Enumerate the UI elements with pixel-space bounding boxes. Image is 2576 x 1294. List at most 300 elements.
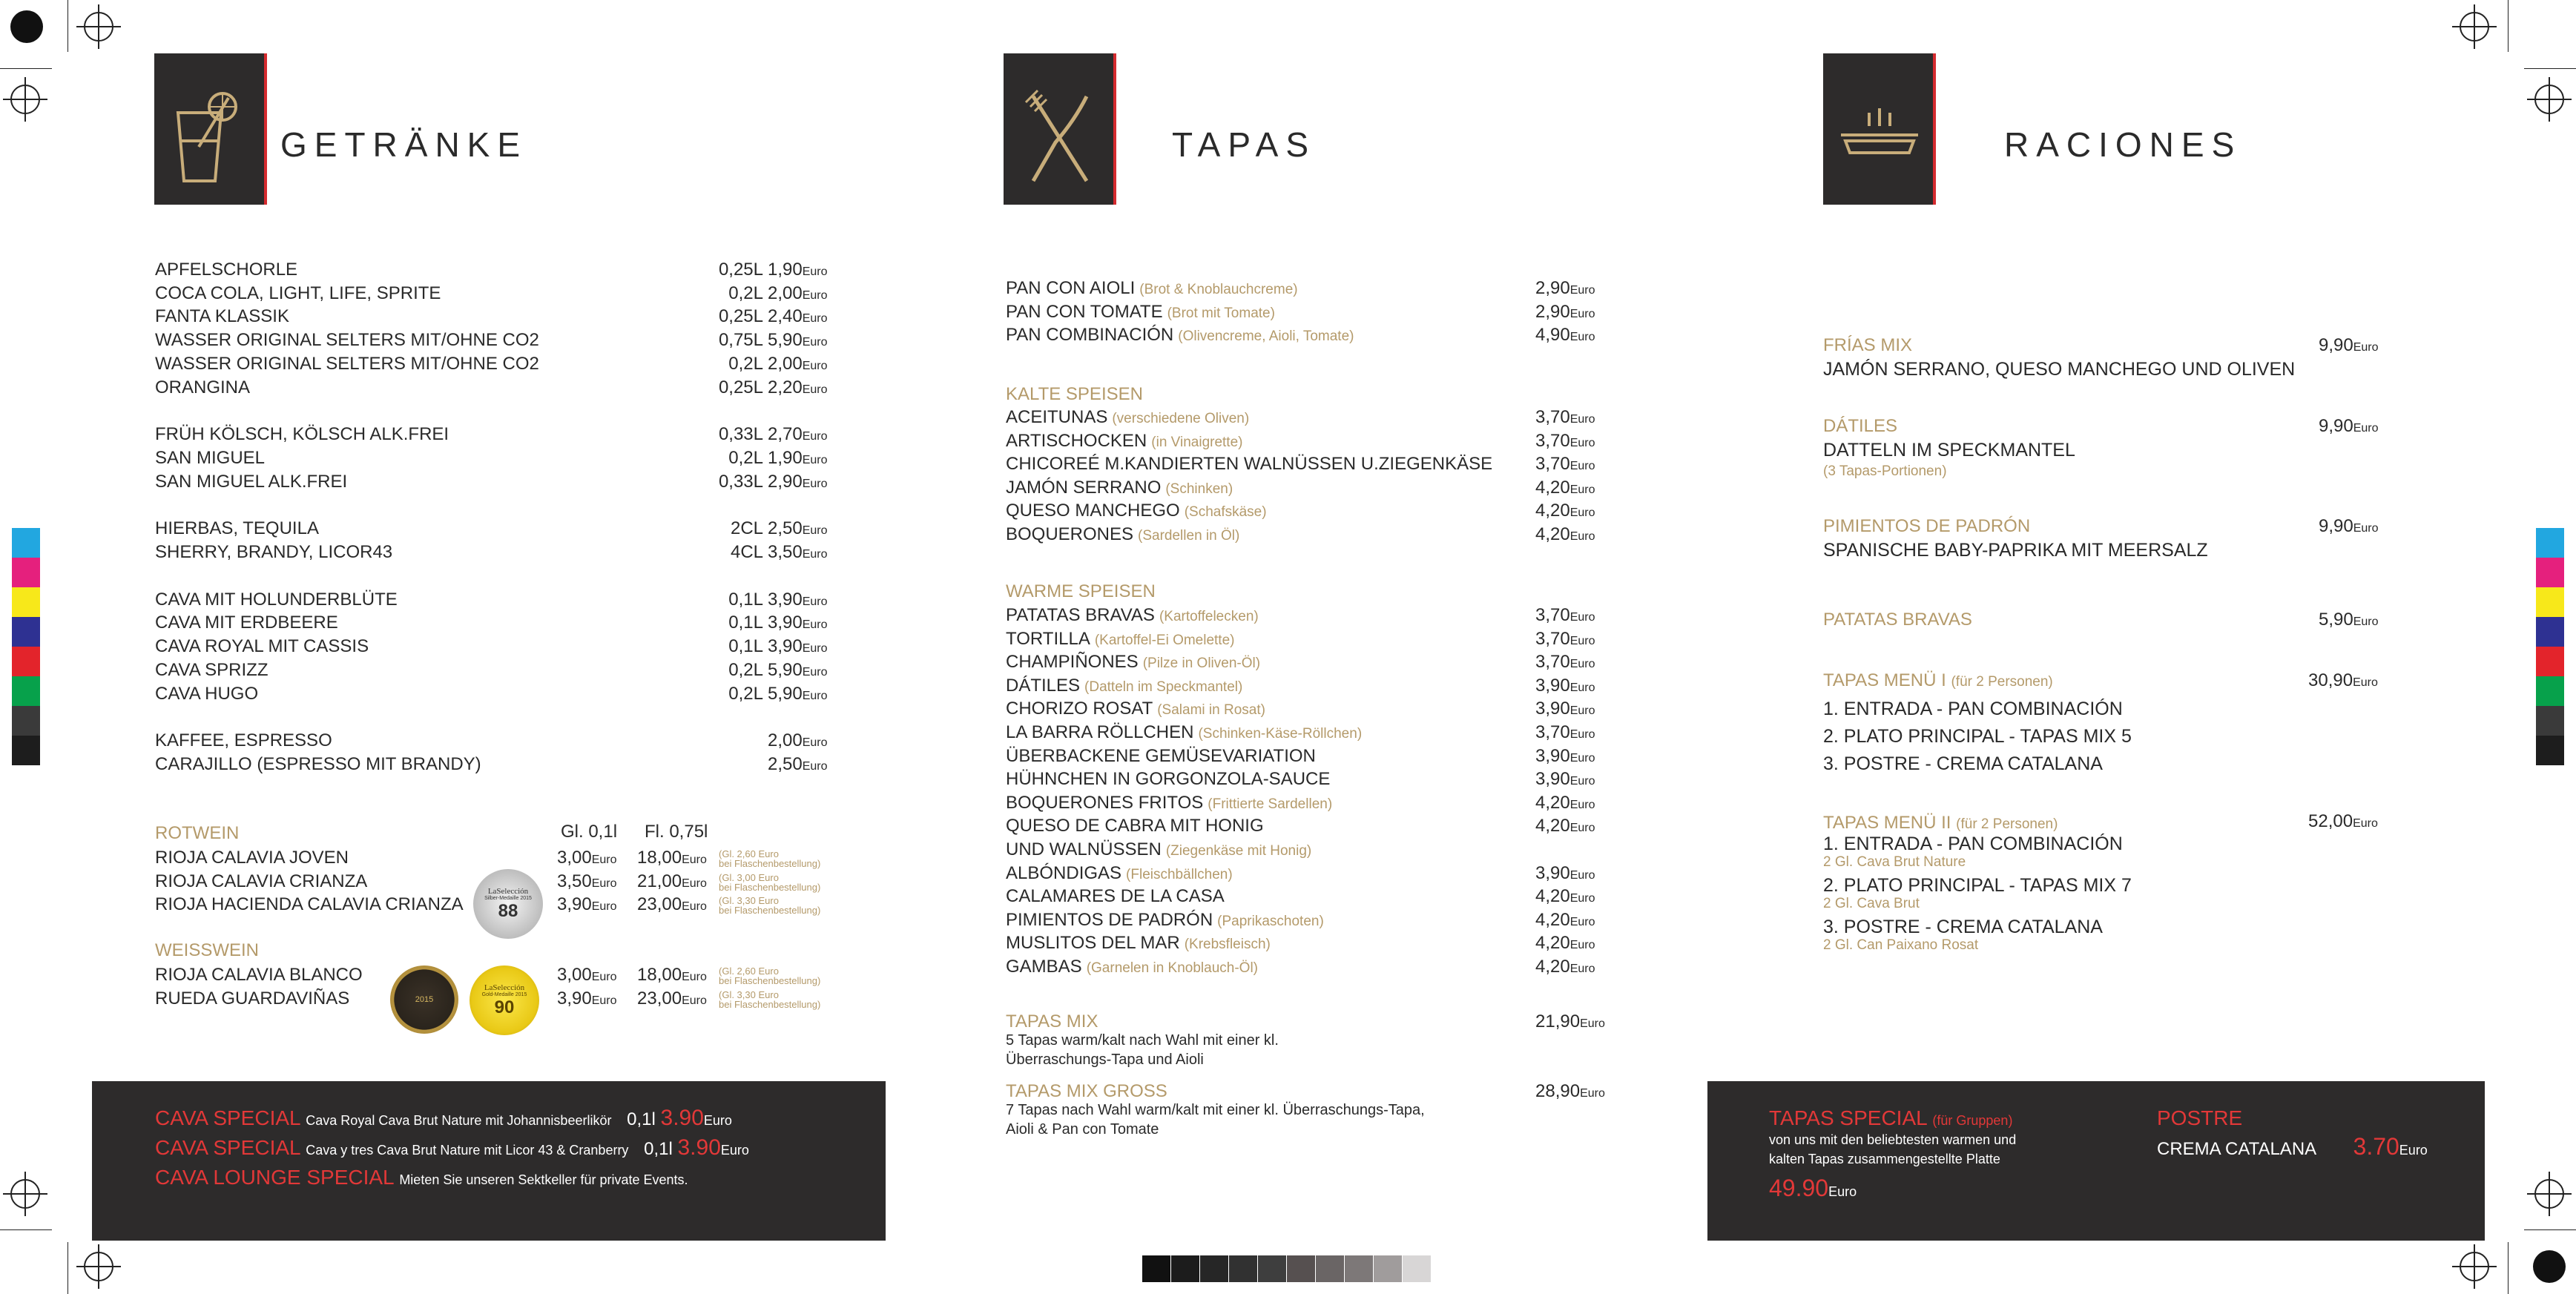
- tapas-item: [1006, 838, 1311, 863]
- price-value: 3,90: [768, 613, 803, 633]
- drink-quantity: 0,33L: [718, 471, 763, 492]
- drink-quantity: 0,25L: [718, 306, 763, 327]
- tapas-special-price: [1769, 1173, 1857, 1203]
- price-value: 1,90: [768, 447, 803, 468]
- color-swatch: [12, 676, 40, 706]
- tapas-special-title: TAPAS SPECIAL: [1769, 1106, 1928, 1129]
- registration-mark-icon: [10, 85, 40, 114]
- wine-bottle-price: [637, 987, 707, 1013]
- price-value: 52,00: [2308, 811, 2353, 831]
- drink-name: CARAJILLO (ESPRESSO MIT BRANDY): [155, 753, 481, 774]
- tapas-description: (Salami in Rosat): [1157, 702, 1265, 719]
- racion-description: DATTELN IM SPECKMANTEL: [1823, 440, 2075, 461]
- tapas-price: [1535, 791, 1595, 817]
- tapas-description: (Fleischbällchen): [1126, 866, 1233, 882]
- tapas-item: [1006, 604, 1259, 629]
- price-value: 3,90: [1535, 675, 1570, 696]
- wine-glass-note: bei Flaschenbestellung): [719, 998, 821, 1010]
- cava-special-line-1: [155, 1105, 732, 1132]
- tapas-description: (Datteln im Speckmantel): [1084, 679, 1243, 695]
- currency-label: Euro: [720, 1143, 749, 1158]
- racion-heading: PATATAS BRAVAS: [1823, 610, 1972, 630]
- gray-swatch: [1287, 1255, 1315, 1282]
- drink-name: FRÜH KÖLSCH, KÖLSCH ALK.FREI: [155, 424, 449, 445]
- medal-title: Gold-Medaille 2015: [481, 991, 527, 997]
- currency-label: Euro: [1569, 963, 1595, 975]
- drink-glass-icon: [154, 53, 267, 205]
- currency-label: Euro: [1569, 822, 1595, 835]
- tapas-price: [1535, 908, 1595, 934]
- drink-price: [768, 541, 828, 567]
- currency-label: Euro: [802, 383, 828, 396]
- price-value: 5,90: [2319, 610, 2353, 630]
- price-value: 3,70: [1535, 407, 1570, 427]
- price-value: 18,00: [637, 965, 682, 985]
- tapas-description: (Pilze in Oliven-Öl): [1142, 656, 1261, 672]
- tapas-price: [1535, 277, 1595, 303]
- tapas-name: HÜHNCHEN IN GORGONZOLA-SAUCE: [1006, 769, 1331, 790]
- tapas-header-block: [1004, 53, 1116, 205]
- currency-label: Euro: [1569, 331, 1595, 344]
- drink-row: [155, 470, 837, 494]
- drink-row: [155, 517, 837, 541]
- registration-mark-icon: [10, 1179, 40, 1209]
- menu-drink-note: 2 Gl. Cava Brut Nature: [1823, 854, 1966, 870]
- menu-drink-note: 2 Gl. Can Paixano Rosat: [1823, 937, 1979, 953]
- wine-name: RIOJA CALAVIA JOVEN: [155, 848, 349, 868]
- drink-quantity: 2CL: [730, 518, 763, 539]
- cava-lounge-line: [155, 1164, 688, 1191]
- tapas-menu-2-heading: [1823, 813, 2058, 833]
- tapas-item: [1006, 697, 1265, 722]
- medal-year: 2015: [415, 995, 434, 1004]
- crop-target-icon: [10, 10, 43, 43]
- price-value: 4,20: [1535, 477, 1570, 498]
- wine-glass-price: [557, 987, 617, 1013]
- white-wine-heading: WEISSWEIN: [155, 940, 260, 960]
- crop-line: [67, 0, 68, 52]
- tapas-price: [1535, 627, 1595, 653]
- currency-label: Euro: [1569, 798, 1595, 811]
- plate-icon: [1823, 53, 1936, 205]
- registration-mark-icon: [84, 1252, 113, 1281]
- tapas-name: QUESO DE CABRA MIT HONIG: [1006, 816, 1264, 836]
- color-swatch: [12, 617, 40, 647]
- drink-price: [768, 588, 828, 614]
- tapas-price: [1535, 955, 1595, 981]
- tapas-special-subtitle: (für Gruppen): [1932, 1113, 2013, 1128]
- drink-name: SAN MIGUEL: [155, 447, 266, 468]
- drink-name: CAVA HUGO: [155, 683, 259, 704]
- menu-title: TAPAS MENÜ I: [1823, 670, 1946, 690]
- price-value: 3,90: [768, 589, 803, 610]
- color-swatch: [2536, 558, 2564, 587]
- price-value: 2,20: [768, 377, 803, 397]
- currency-label: Euro: [2353, 341, 2379, 354]
- tapas-row: [1006, 429, 1614, 453]
- racion-note: (3 Tapas-Portionen): [1823, 463, 1947, 479]
- price-value: 3,70: [1535, 628, 1570, 649]
- tapas-item: [1006, 523, 1239, 548]
- tapas-row: [1006, 814, 1614, 838]
- tapas-menu-2-price: [2308, 810, 2378, 833]
- gray-swatch: [1403, 1255, 1431, 1282]
- gray-swatch: [1229, 1255, 1257, 1282]
- tapas-description: (Brot & Knoblauchcreme): [1139, 282, 1298, 297]
- gray-swatch: [1316, 1255, 1344, 1282]
- price-value: 3,50: [557, 871, 592, 891]
- drink-name: CAVA MIT ERDBEERE: [155, 613, 338, 633]
- medal-score: 88: [498, 900, 518, 921]
- currency-label: Euro: [802, 453, 828, 466]
- drink-price: [768, 329, 828, 354]
- wine-col-glass: Gl. 0,1l: [561, 822, 618, 842]
- wine-glass-note: (Gl. 3,00 Euro: [719, 871, 779, 883]
- gold-medal-badge: [470, 965, 539, 1035]
- wine-glass-note: (Gl. 2,60 Euro: [719, 965, 779, 977]
- tapas-special-title-line: [1769, 1105, 2012, 1132]
- price-value: 9,90: [2319, 335, 2353, 355]
- tapas-description: (Schinken-Käse-Röllchen): [1198, 726, 1363, 742]
- silver-medal-badge: [473, 869, 543, 939]
- registration-mark-icon: [2534, 85, 2564, 114]
- postre-item: CREMA CATALANA: [2157, 1139, 2316, 1159]
- price-value: 2,00: [768, 353, 803, 374]
- color-swatch: [12, 528, 40, 558]
- tapas-row: [1006, 323, 1614, 347]
- tapas-row: [1006, 768, 1614, 791]
- tapas-row: [1006, 745, 1614, 768]
- drink-price: [768, 423, 828, 449]
- tapas-special-desc-1: von uns mit den beliebtesten warmen und: [1769, 1132, 2017, 1147]
- drink-row: [155, 611, 837, 635]
- tapas-price: [1535, 429, 1595, 455]
- tapas-price: [1535, 523, 1595, 549]
- currency-label: Euro: [1569, 915, 1595, 928]
- wine-bottle-price: [637, 870, 707, 896]
- color-swatch: [12, 706, 40, 736]
- drink-price: [768, 611, 828, 637]
- currency-label: Euro: [802, 618, 828, 632]
- tapas-price: [1535, 768, 1595, 793]
- tapas-price: [1535, 885, 1595, 911]
- tapas-mix-desc-2: Überraschungs-Tapa und Aioli: [1006, 1052, 1204, 1068]
- drink-price: [768, 682, 828, 708]
- tapas-description: (Sardellen in Öl): [1138, 528, 1240, 544]
- menu-course: 3. POSTRE - CREMA CATALANA: [1823, 917, 2103, 937]
- tapas-mix-gross-desc-1: 7 Tapas nach Wahl warm/kalt mit einer kl. Überraschungs-Tapa,: [1006, 1102, 1425, 1118]
- price-value: 3,70: [1535, 652, 1570, 673]
- currency-label: Euro: [1569, 751, 1595, 765]
- tapas-name: JAMÓN SERRANO: [1006, 477, 1162, 498]
- gold-seal-badge: [390, 965, 458, 1034]
- drink-quantity: 0,1L: [728, 613, 763, 633]
- tapas-row: [1006, 499, 1614, 523]
- tapas-row: [1006, 476, 1614, 500]
- drink-row: [155, 658, 837, 682]
- color-swatch: [2536, 706, 2564, 736]
- gray-swatch: [1200, 1255, 1228, 1282]
- price-value: 3,70: [1535, 605, 1570, 625]
- color-swatch: [12, 587, 40, 617]
- price-value: 3,00: [557, 848, 592, 868]
- drink-price: [768, 470, 828, 496]
- price-value: 3,70: [1535, 454, 1570, 475]
- price-value: 3,90: [1535, 699, 1570, 719]
- price-value: 3,70: [1535, 430, 1570, 451]
- cava-special-qty: 0,1l: [627, 1109, 656, 1129]
- tapas-item: [1006, 300, 1275, 326]
- price-value: 4,20: [1535, 909, 1570, 930]
- color-swatch: [12, 647, 40, 676]
- color-swatch: [2536, 587, 2564, 617]
- drink-row: [155, 258, 837, 282]
- price-value: 3,90: [557, 988, 592, 1009]
- tapas-name: PATATAS BRAVAS: [1006, 605, 1155, 625]
- price-value: 4,20: [1535, 524, 1570, 544]
- drink-row: [155, 588, 837, 612]
- drink-quantity: 0,25L: [718, 377, 763, 397]
- tapas-item: [1006, 627, 1234, 653]
- price-value: 5,90: [768, 330, 803, 351]
- drink-name: CAVA MIT HOLUNDERBLÜTE: [155, 589, 398, 610]
- drink-row: [155, 682, 837, 706]
- drink-name: COCA COLA, LIGHT, LIFE, SPRITE: [155, 283, 441, 303]
- price-value: 3,90: [1535, 862, 1570, 883]
- tapas-item: [1006, 955, 1258, 980]
- currency-label: Euro: [1569, 307, 1595, 320]
- tapas-name: UND WALNÜSSEN: [1006, 839, 1162, 859]
- wine-name: RIOJA HACIENDA CALAVIA CRIANZA: [155, 894, 464, 914]
- tapas-name: PAN COMBINACIÓN: [1006, 325, 1174, 346]
- tapas-description: (Brot mit Tomate): [1167, 305, 1275, 321]
- wine-row: [155, 846, 837, 870]
- tapas-item: [1006, 650, 1260, 676]
- drink-name: WASSER ORIGINAL SELTERS MIT/OHNE CO2: [155, 330, 539, 351]
- drink-quantity: 0,33L: [718, 424, 763, 445]
- drink-quantity: 0,2L: [728, 659, 763, 680]
- tapas-name: ÜBERBACKENE GEMÜSEVARIATION: [1006, 745, 1316, 766]
- tapas-description: (Olivencreme, Aioli, Tomate): [1178, 329, 1354, 345]
- currency-label: Euro: [591, 877, 617, 890]
- cava-special-line-2: [155, 1135, 749, 1161]
- currency-label: Euro: [591, 971, 617, 983]
- price-value: 23,00: [637, 988, 682, 1009]
- cava-special-price: 3.90: [660, 1106, 704, 1130]
- price-value: 3,90: [557, 894, 592, 914]
- tapas-description: (Krebsfleisch): [1184, 937, 1271, 953]
- cold-dishes-heading: KALTE SPEISEN: [1006, 384, 1143, 404]
- red-wine-heading: ROTWEIN: [155, 823, 240, 843]
- tapas-row: [1006, 885, 1614, 908]
- tapas-price: [1535, 323, 1595, 349]
- tapas-name: CHICOREÉ M.KANDIERTEN WALNÜSSEN U.ZIEGENKÄSE: [1006, 454, 1493, 475]
- tapas-name: PIMIENTOS DE PADRÓN: [1006, 909, 1213, 930]
- tapas-name: ARTISCHOCKEN: [1006, 430, 1147, 451]
- color-swatch: [2536, 736, 2564, 765]
- currency-label: Euro: [802, 759, 828, 773]
- tapas-price: [1535, 931, 1595, 957]
- tapas-name: ALBÓNDIGAS: [1006, 862, 1122, 883]
- price-value: 23,00: [637, 894, 682, 914]
- tapas-description: (Frittierte Sardellen): [1208, 796, 1333, 812]
- crop-line: [2524, 1229, 2576, 1230]
- cava-lounge-desc: Mieten Sie unseren Sektkeller für private Events.: [399, 1172, 688, 1187]
- currency-label: Euro: [2353, 676, 2378, 689]
- tapas-price: [1535, 476, 1595, 502]
- tapas-mix-price: [1535, 1010, 1605, 1034]
- tapas-item: [1006, 476, 1233, 501]
- drink-name: HIERBAS, TEQUILA: [155, 518, 319, 539]
- price-value: 3,70: [1535, 722, 1570, 742]
- drink-price: [768, 635, 828, 661]
- tapas-description: (Ziegenkäse mit Honig): [1165, 843, 1312, 859]
- tapas-name: GAMBAS: [1006, 957, 1082, 977]
- currency-label: Euro: [802, 736, 828, 750]
- currency-label: Euro: [802, 665, 828, 679]
- drink-name: APFELSCHORLE: [155, 260, 298, 280]
- currency-label: Euro: [703, 1113, 732, 1128]
- price-value: 2,70: [768, 424, 803, 445]
- menu-drink-note: 2 Gl. Cava Brut: [1823, 896, 1920, 911]
- menu-course: 1. ENTRADA - PAN COMBINACIÓN: [1823, 699, 2123, 719]
- drink-quantity: 0,2L: [728, 447, 763, 468]
- drink-price: [768, 376, 828, 402]
- currency-label: Euro: [802, 524, 828, 538]
- tapas-menu-1-heading: [1823, 670, 2053, 691]
- tapas-item: [1006, 429, 1242, 455]
- tapas-mix-heading: TAPAS MIX: [1006, 1011, 1098, 1031]
- wine-bottle-price: [637, 846, 707, 872]
- menu-title: TAPAS MENÜ II: [1823, 813, 1951, 833]
- medal-title: Silber-Medaille 2015: [484, 895, 532, 901]
- currency-label: Euro: [802, 359, 828, 372]
- currency-label: Euro: [1569, 611, 1595, 624]
- cava-special-title: CAVA SPECIAL: [155, 1136, 301, 1159]
- currency-label: Euro: [682, 971, 707, 983]
- tapas-name: CHAMPIÑONES: [1006, 652, 1139, 673]
- tapas-row: [1006, 838, 1614, 862]
- medal-brand: LaSelección: [484, 983, 525, 992]
- price-value: 4,20: [1535, 792, 1570, 813]
- wine-glass-price: [557, 893, 617, 919]
- price-value: 3,90: [1535, 745, 1570, 766]
- drink-price: [768, 305, 828, 331]
- crop-line: [0, 68, 52, 69]
- currency-label: Euro: [2399, 1143, 2428, 1158]
- currency-label: Euro: [802, 288, 828, 302]
- crop-target-icon: [2533, 1250, 2566, 1283]
- raciones-header-block: [1823, 53, 1936, 205]
- crop-line: [2524, 68, 2576, 69]
- tapas-menu-1-price: [2308, 669, 2378, 693]
- tapas-row: [1006, 697, 1614, 721]
- tapas-item: [1006, 791, 1332, 816]
- price-value: 3,90: [1535, 769, 1570, 790]
- color-swatch: [2536, 528, 2564, 558]
- postre-line: [2157, 1132, 2428, 1161]
- wine-glass-note: (Gl. 3,30 Euro: [719, 988, 779, 1000]
- currency-label: Euro: [1569, 284, 1595, 297]
- tapas-price: [1535, 300, 1595, 326]
- currency-label: Euro: [1569, 460, 1595, 473]
- racion-price: [2319, 515, 2379, 538]
- drink-quantity: 0,2L: [728, 353, 763, 374]
- tapas-row: [1006, 955, 1614, 979]
- currency-label: Euro: [682, 900, 707, 913]
- registration-mark-icon: [2460, 12, 2489, 42]
- tapas-mix-gross-price: [1535, 1080, 1605, 1103]
- drink-row: [155, 376, 837, 400]
- wine-glass-note: bei Flaschenbestellung): [719, 858, 821, 869]
- currency-label: Euro: [1569, 681, 1595, 694]
- drink-price: [768, 753, 828, 779]
- price-value: 18,00: [637, 848, 682, 868]
- wine-glass-note: bei Flaschenbestellung): [719, 905, 821, 916]
- tapas-row: [1006, 604, 1614, 627]
- drink-price: [768, 446, 828, 472]
- tapas-row: [1006, 277, 1614, 300]
- currency-label: Euro: [802, 312, 828, 326]
- drink-name: FANTA KLASSIK: [155, 306, 289, 327]
- cava-special-qty: 0,1l: [644, 1139, 673, 1159]
- wine-glass-price: [557, 963, 617, 989]
- drink-quantity: 4CL: [730, 542, 763, 562]
- tapas-price: [1535, 862, 1595, 888]
- tapas-description: (Kartoffel-Ei Omelette): [1094, 632, 1235, 648]
- tapas-item: [1006, 721, 1362, 746]
- tapas-description: (Kartoffelecken): [1159, 609, 1259, 624]
- racion-price: [2319, 608, 2379, 632]
- price-value: 30,90: [2308, 670, 2353, 690]
- drink-row: [155, 446, 837, 470]
- racion-heading: DÁTILES: [1823, 416, 1898, 436]
- drink-price: [768, 282, 828, 308]
- currency-label: Euro: [1569, 658, 1595, 671]
- gray-swatch: [1142, 1255, 1170, 1282]
- color-swatch: [12, 736, 40, 765]
- wine-glass-note: bei Flaschenbestellung): [719, 975, 821, 986]
- drink-name: WASSER ORIGINAL SELTERS MIT/OHNE CO2: [155, 353, 539, 374]
- racion-description: SPANISCHE BABY-PAPRIKA MIT MEERSALZ: [1823, 540, 2208, 561]
- tapas-name: TORTILLA: [1006, 628, 1090, 649]
- tapas-mix-gross-heading: TAPAS MIX GROSS: [1006, 1081, 1167, 1101]
- drink-name: SHERRY, BRANDY, LICOR43: [155, 542, 393, 562]
- postre-title: POSTRE: [2157, 1106, 2243, 1129]
- currency-label: Euro: [1580, 1087, 1605, 1100]
- tapas-row: [1006, 406, 1614, 429]
- tapas-price: [1535, 674, 1595, 700]
- price-value: 4,90: [1535, 325, 1570, 346]
- tapas-row: [1006, 627, 1614, 651]
- section-title-raciones: RACIONES: [2004, 125, 2242, 164]
- cava-special-title: CAVA SPECIAL: [155, 1106, 301, 1129]
- tapas-price: [1535, 814, 1595, 840]
- crop-line: [2508, 1242, 2509, 1294]
- currency-label: Euro: [1569, 939, 1595, 952]
- section-title-tapas: TAPAS: [1172, 125, 1316, 164]
- tapas-description: (Schinken): [1165, 481, 1233, 497]
- currency-label: Euro: [1828, 1184, 1857, 1199]
- crop-line: [0, 1229, 52, 1230]
- menu-course: 1. ENTRADA - PAN COMBINACIÓN: [1823, 833, 2123, 854]
- menu-subtitle: (für 2 Personen): [1956, 816, 2058, 832]
- tapas-name: LA BARRA RÖLLCHEN: [1006, 722, 1194, 742]
- tapas-mix-gross-desc-2: Aioli & Pan con Tomate: [1006, 1121, 1159, 1138]
- currency-label: Euro: [1569, 436, 1595, 449]
- tapas-item: [1006, 931, 1271, 957]
- wine-glass-note: (Gl. 2,60 Euro: [719, 848, 779, 859]
